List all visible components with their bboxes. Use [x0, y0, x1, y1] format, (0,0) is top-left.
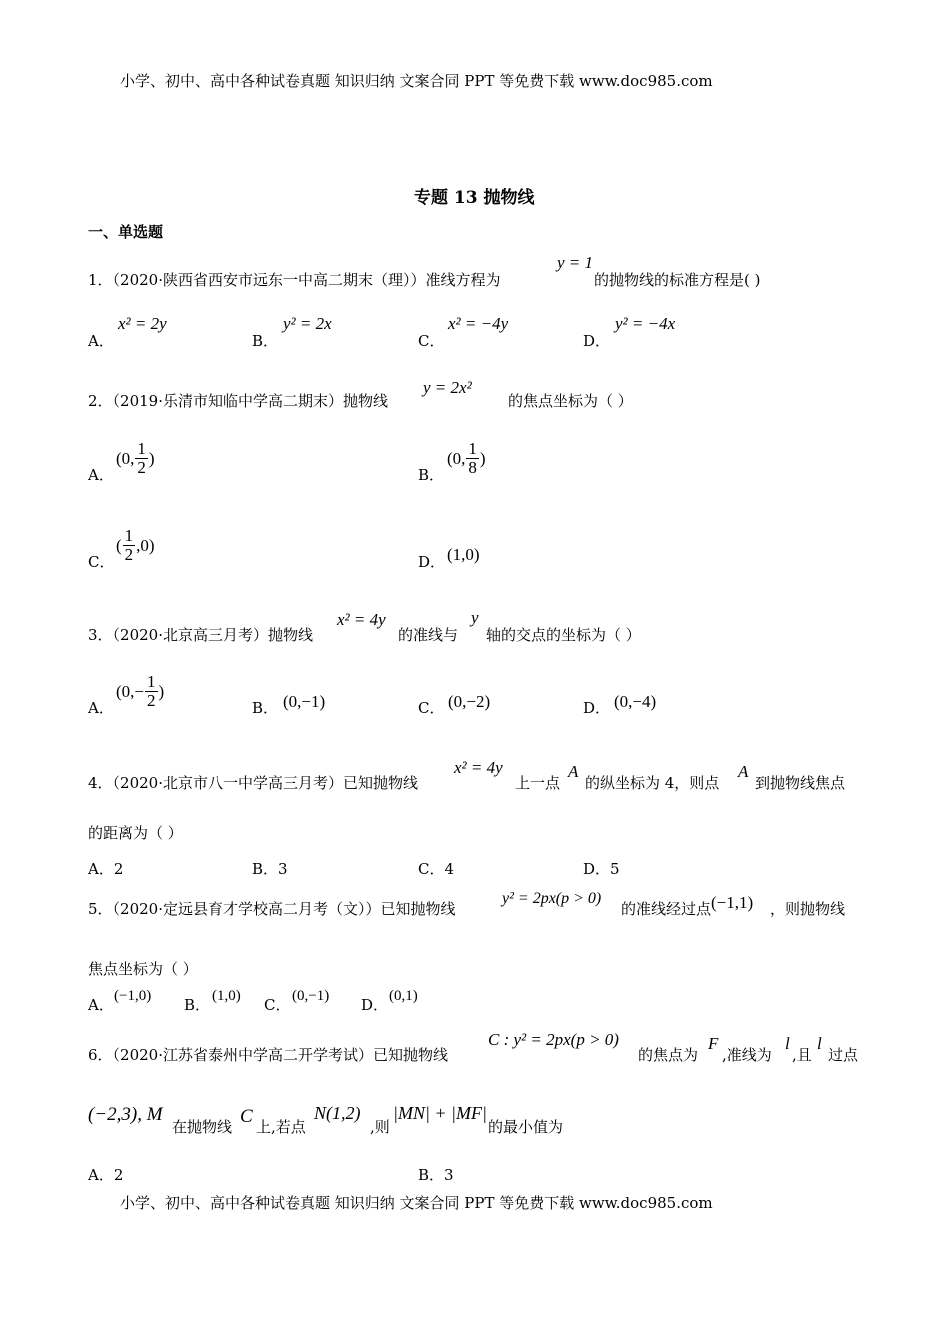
- q1-option-d-label: D．: [583, 332, 611, 350]
- question-6-prefix: 6．（2020·江苏省泰州中学高二开学考试）已知抛物线: [88, 1046, 448, 1064]
- question-6-math: C : y² = 2px(p > 0): [488, 1030, 619, 1049]
- question-6-line2-math: (−2,3), M: [88, 1104, 163, 1125]
- question-4-math2: A: [568, 762, 579, 781]
- question-6-line2-math3: N(1,2): [314, 1103, 361, 1123]
- q4-option-a: A．2: [88, 860, 124, 878]
- question-3-mid: 的准线与: [398, 626, 459, 644]
- question-6-mid: 的焦点为: [638, 1046, 699, 1064]
- q2-option-c-math: ( $\frac{1}{2}$ ,0): [116, 526, 155, 564]
- question-2-math: y = 2x²: [423, 378, 472, 397]
- question-6-line2-c: ,则: [370, 1118, 390, 1136]
- q2-option-b-math: (0, $\frac{1}{8}$ ): [447, 439, 486, 477]
- q1-option-a-label: A．: [88, 332, 114, 350]
- question-4-mid: 上一点: [515, 774, 561, 792]
- q2-option-d-math: (1,0): [447, 545, 480, 564]
- q2-option-a-math: (0, $\frac{1}{2}$ ): [116, 439, 155, 477]
- question-1-suffix: 的抛物线的标准方程是( ): [594, 271, 761, 289]
- q3-option-d-label: D．: [583, 699, 611, 717]
- q2-option-a-label: A．: [88, 466, 114, 484]
- question-2-prefix: 2．（2019·乐清市知临中学高二期末）抛物线: [88, 392, 388, 410]
- question-5-mid: 的准线经过点: [621, 900, 712, 918]
- q6-option-a: A．2: [88, 1166, 124, 1184]
- question-6-mid2: ,准线为: [722, 1046, 772, 1064]
- q1-option-b-label: B．: [252, 332, 279, 350]
- q5-option-a-label: A．: [88, 996, 114, 1014]
- question-4-prefix: 4．（2020·北京市八一中学高三月考）已知抛物线: [88, 774, 418, 792]
- q5-option-b-math: (1,0): [212, 988, 241, 1004]
- q3-option-b-math: (0,−1): [283, 692, 326, 711]
- question-5-math2: (−1,1): [711, 893, 754, 912]
- question-6-suffix: 过点: [828, 1046, 859, 1064]
- question-5-suffix: ，则抛物线: [770, 900, 846, 918]
- page-footer: 小学、初中、高中各种试卷真题 知识归纳 文案合同 PPT 等免费下载 www.doc985.com: [120, 1194, 713, 1212]
- question-6-line2-math2: C: [240, 1106, 253, 1127]
- q5-option-c-label: C．: [264, 996, 291, 1014]
- q1-option-a-math: x² = 2y: [118, 314, 167, 333]
- q3-option-d-math: (0,−4): [614, 692, 657, 711]
- question-4-math3: A: [738, 762, 749, 781]
- q3-option-a-math: (0,− $\frac{1}{2}$ ): [116, 672, 165, 710]
- question-6-line2-d: 的最小值为: [488, 1118, 564, 1136]
- question-5-math: y² = 2px(p > 0): [502, 890, 602, 907]
- question-2-suffix: 的焦点坐标为（ ）: [508, 392, 633, 410]
- q2-option-b-label: B．: [418, 466, 445, 484]
- q3-option-c-label: C．: [418, 699, 445, 717]
- q3-option-a-label: A．: [88, 699, 114, 717]
- q3-option-c-math: (0,−2): [448, 692, 491, 711]
- q2-option-c-label: C．: [88, 553, 115, 571]
- page-title: 专题 13 抛物线: [414, 188, 535, 208]
- question-6-math3: l: [785, 1034, 790, 1053]
- question-6-math4: l: [817, 1034, 822, 1053]
- question-1: [88, 269, 501, 290]
- question-6-line2-b: 上,若点: [256, 1118, 306, 1136]
- question-4-mid2: 的纵坐标为 4，则点: [585, 774, 720, 792]
- q2-option-d-label: D．: [418, 553, 446, 571]
- page-header: 小学、初中、高中各种试卷真题 知识归纳 文案合同 PPT 等免费下载 www.doc985.com: [120, 72, 713, 90]
- question-6-math2: F: [708, 1034, 719, 1053]
- q5-option-c-math: (0,−1): [292, 988, 330, 1004]
- question-6-mid3: ,且: [792, 1046, 812, 1064]
- q5-option-b-label: B．: [184, 996, 211, 1014]
- q6-option-b: B．3: [418, 1166, 454, 1184]
- question-4-math: x² = 4y: [454, 758, 503, 777]
- question-5-line2: 焦点坐标为（ ）: [88, 960, 198, 978]
- q5-option-d-math: (0,1): [389, 988, 418, 1004]
- q4-option-b: B．3: [252, 860, 288, 878]
- q4-option-c: C．4: [418, 860, 455, 878]
- section-heading: 一、单选题: [88, 223, 164, 241]
- question-1-prefix: 1．（2020·陕西省西安市远东一中高二期末（理））准线方程为: [88, 271, 501, 289]
- question-3-math: x² = 4y: [337, 610, 386, 629]
- question-1-math: y = 1: [557, 253, 594, 272]
- question-3-math2: y: [471, 608, 479, 627]
- q1-option-d-math: y² = −4x: [615, 314, 676, 333]
- question-5-prefix: 5．（2020·定远县育才学校高二月考（文））已知抛物线: [88, 900, 456, 918]
- question-3-prefix: 3．（2020·北京高三月考）抛物线: [88, 626, 313, 644]
- question-6-line2-math4: |MN| + |MF|: [393, 1103, 487, 1123]
- q4-option-d: D．5: [583, 860, 620, 878]
- q5-option-d-label: D．: [361, 996, 389, 1014]
- question-3-suffix: 轴的交点的坐标为（ ）: [486, 626, 641, 644]
- q1-option-c-label: C．: [418, 332, 445, 350]
- question-4-line2: 的距离为（ ）: [88, 824, 183, 842]
- q1-option-b-math: y² = 2x: [283, 314, 332, 333]
- q5-option-a-math: (−1,0): [114, 988, 152, 1004]
- q3-option-b-label: B．: [252, 699, 279, 717]
- question-4-suffix: 到抛物线焦点: [755, 774, 846, 792]
- q1-option-c-math: x² = −4y: [448, 314, 509, 333]
- question-6-line2-a: 在抛物线: [172, 1118, 233, 1136]
